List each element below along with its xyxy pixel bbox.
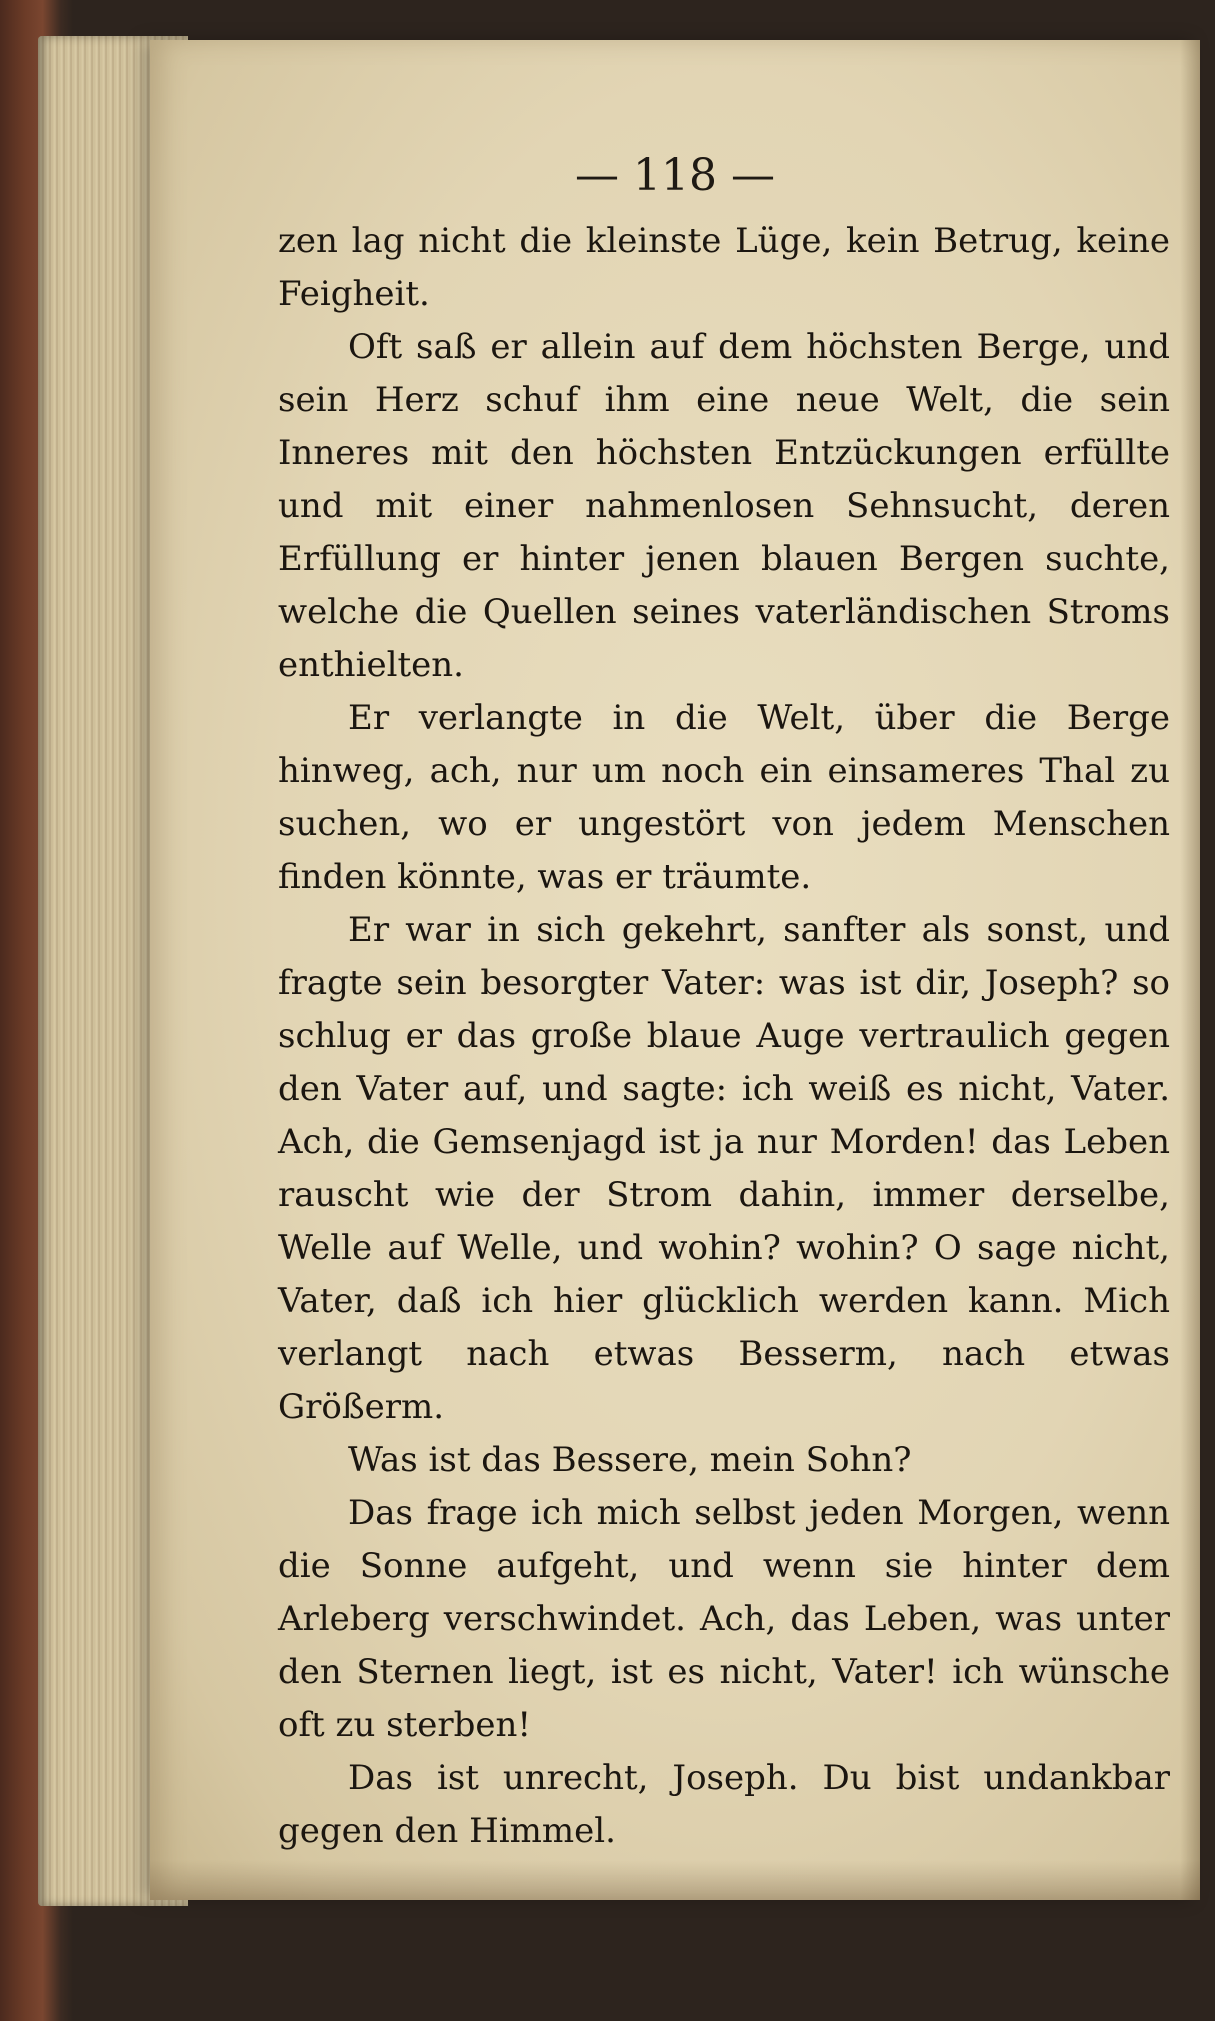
paragraph: Das frage ich mich selbst jeden Morgen, wenn die Sonne aufgeht, und wenn sie hinter dem Arleberg verschwindet. Ach, das Leben, was unter den Sternen liegt, ist es nicht, Vater! ich wünsche oft zu sterben! xyxy=(278,1493,1170,1745)
paragraph: Er war in sich gekehrt, sanfter als sonst, und fragte sein besorgter Vater: was ist dir, Joseph? so schlug er das große blaue Auge vertraulich gegen den Vater auf, und sagte: ich weiß es nicht, Vater. Ach, die Gemsenjagd ist ja nur Morden! das Leben rauscht wie der Strom dahin, immer derselbe, Welle auf Welle, und wohin? wohin? O sage nicht, Vater, daß ich hier glücklich werden kann. Mich verlangt nach etwas Besserm, nach etwas Größerm. xyxy=(278,910,1170,1427)
paragraph: Das ist unrecht, Joseph. Du bist undankbar gegen den Himmel. xyxy=(278,1758,1170,1851)
paragraph: zen lag nicht die kleinste Lüge, kein Betrug, keine Feigheit. xyxy=(278,221,1170,314)
book-page xyxy=(150,40,1200,1900)
page-right-edge xyxy=(1180,40,1200,1900)
paragraph: Er verlangte in die Welt, über die Berge hinweg, ach, nur um noch ein einsameres Thal zu suchen, wo er ungestört von jedem Menschen finden könnte, was er träumte. xyxy=(278,698,1170,897)
page-bottom-shadow xyxy=(150,1860,1200,1900)
page-text xyxy=(278,215,1170,1858)
paragraph: Was ist das Bessere, mein Sohn? xyxy=(348,1440,912,1480)
page-number-header: — 118 — xyxy=(575,150,775,201)
paragraph: Oft saß er allein auf dem höchsten Berge, und sein Herz schuf ihm eine neue Welt, die sein Inneres mit den höchsten Entzückungen erfüllte und mit einer nahmenlosen Sehnsucht, deren Erfüllung er hinter jenen blauen Bergen suchte, welche die Quellen seines vaterländischen Stroms enthielten. xyxy=(278,327,1170,685)
